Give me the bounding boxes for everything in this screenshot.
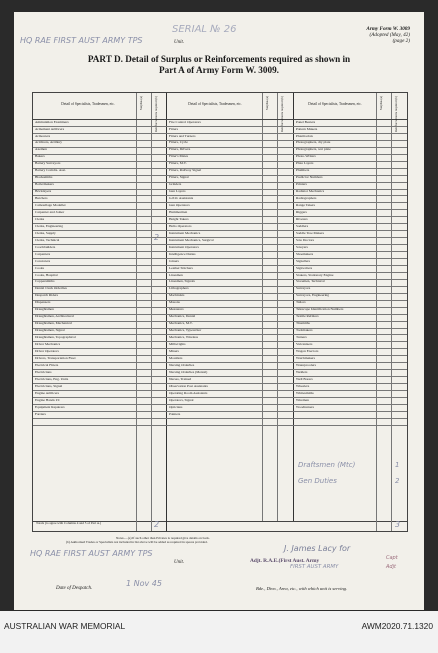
unit-label-top: Unit. <box>174 40 185 45</box>
col3-trade-cell: Radiator Mechanics <box>296 190 325 194</box>
bde-divn-label: Bde., Divn., Area, etc., with which unit is serving. <box>256 586 348 591</box>
date-handwriting: 1 Nov 45 <box>126 579 162 588</box>
col1-trade-cell: Ammunition Examiners <box>35 120 69 124</box>
col3-trade-cell: Surveyors, Engineering <box>296 294 330 298</box>
col2-trade-cell: Lithographers <box>169 287 189 291</box>
col1-trade-cell: Drivers, Transportation Fleet <box>35 356 76 360</box>
totals-left-handwriting: 2 <box>154 520 160 529</box>
form-reference <box>366 26 410 45</box>
col1-trade-cell: Carpenter and Joiner <box>35 210 65 214</box>
col1-trade-cell: Blacksmiths <box>35 176 53 180</box>
col2-trade-cell: Intelligence Duties <box>169 252 196 256</box>
col2-trade-cell: Height Takers <box>169 217 189 221</box>
col1-trade-cell: Engine Hands I/C <box>35 398 61 402</box>
col3-trade-cell: Tailors <box>296 301 306 305</box>
col3-header: Detail of Specialists, Tradesmen, etc. <box>308 102 362 106</box>
col1-trade-cell: Cooks, Hospital <box>35 273 58 277</box>
col1-trade-cell: Electricians, Signal <box>35 384 63 388</box>
col3-trade-cell: Wheelers <box>296 384 310 388</box>
col2-trade-cell: Nursing Orderlies <box>169 363 195 367</box>
col2-trade-cell: Opticians <box>169 405 183 409</box>
col2-header: Detail of Specialists, Tradesmen, etc. <box>188 102 242 106</box>
col3-trade-cell: Waterproofers <box>296 363 316 367</box>
col2-trade-cell: Masons <box>169 301 180 305</box>
form-ref-line2: (Adopted (May, 42) <box>369 32 410 39</box>
col3-trade-cell: Woodturners <box>296 405 314 409</box>
col2-trade-cell: Machinists <box>169 294 185 298</box>
col2-trade-cell: Hammermen <box>169 210 188 214</box>
stamp-side2-handwriting: Adjt <box>386 564 396 570</box>
col3-trade-cell: Panel Beaters <box>296 120 316 124</box>
col3-trade-cell: Vulcanisers <box>296 343 313 346</box>
col3-trade-cell: Telescope Identification Numbers <box>296 308 344 312</box>
col1-trade-cell: Cooks <box>35 266 44 270</box>
col2-trade-cell: Instrument Operators <box>169 245 199 249</box>
col1-trade-cell: Butchers <box>35 197 48 201</box>
col3-trade-cell: Signwriters <box>296 266 313 270</box>
col1-trade-cell: Draughtsmen, Topographical <box>35 336 76 340</box>
col2-trade-cell: Fitters, Signal <box>169 176 189 180</box>
col1-trade-cell: Dental Clerk Orderlies <box>35 287 67 291</box>
signature-handwriting: J. James Lacy for <box>284 544 351 553</box>
col1-trade-cell: Armament Artificers <box>35 127 65 131</box>
col2-trade-cell: Mechanics, Dental <box>169 315 196 319</box>
unit-label-bottom: Unit. <box>174 560 185 565</box>
col2-trade-cell: Grinders <box>169 183 182 187</box>
stamp-line2: FIRST AUST ARMY <box>290 564 339 570</box>
col3-trade-cell: Well Borers <box>296 377 313 381</box>
unit-handwriting-top: HQ RAE FIRST AUST ARMY TPS <box>20 36 143 45</box>
col2-trade-cell: Fire Control Operators <box>169 120 201 124</box>
col2-surplus-header: Surplus (a) <box>265 96 269 111</box>
col3-trade-cell: Turners <box>296 336 307 340</box>
col1-trade-cell: Boilermakers <box>35 183 54 187</box>
date-of-despatch-label: Date of Despatch. <box>56 586 93 591</box>
col3-trade-cell: Predictor Numbers <box>296 176 323 180</box>
row1-right-num-handwriting: 1 <box>395 461 400 469</box>
form-paper <box>14 12 424 610</box>
col3-trade-cell: Signallers <box>296 259 310 263</box>
col1-trade-cell: Camouflage Modeller <box>35 204 66 207</box>
col3-trade-cell: Textile Refitters <box>296 315 319 319</box>
col1-trade-cell: Carpenters <box>35 252 51 256</box>
col2-trade-cell: Operating Room Assistants <box>169 391 208 395</box>
col1-trade-cell: Clerks, Technical <box>35 238 60 242</box>
col2-trade-cell: Instrument Mechanics <box>169 231 201 235</box>
col1-trade-cell: Driver Mechanics <box>35 343 61 346</box>
col2-trade-cell: Instrument Mechanics, Surgical <box>169 238 214 242</box>
adjt-stamp <box>250 558 338 570</box>
stamp-side-handwriting: Capt <box>386 555 398 561</box>
col1-trade-cell: Draughtsmen, Mechanical <box>35 322 72 326</box>
col3-trade-cell: Watchmakers <box>296 356 315 360</box>
trades-table <box>32 92 408 522</box>
form-title <box>14 54 424 76</box>
col1-reinf-header: Reinforcements required (b) <box>154 96 158 133</box>
col3-reinf-header: Reinforcements required (b) <box>394 96 398 133</box>
col2-trade-cell: Mechanics, Wireless <box>169 336 198 340</box>
col3-trade-cell: Stokers, Stationary Engine <box>296 273 334 277</box>
col1-trade-cell: Electricians, Eng. Units <box>35 377 69 381</box>
col1-trade-cell: Engine Artificers <box>35 391 60 395</box>
col2-trade-cell: Linesmen, Signals <box>169 280 195 284</box>
col1-trade-cell: Despatch Riders <box>35 294 59 298</box>
col2-reinf-header: Reinforcements required (b) <box>280 96 284 133</box>
col2-trade-cell: Mechanics, M.T. <box>169 322 193 326</box>
col1-trade-cell: Coppersmiths <box>35 280 55 284</box>
caption-bar <box>0 611 438 653</box>
col2-trade-cell: Fitter's Mates <box>169 155 189 159</box>
col3-trade-cell: Photographers, dry plate <box>296 141 331 145</box>
col2-trade-cell: Fitters <box>169 127 178 131</box>
col1-trade-cell: Clerks, Supply <box>35 231 56 235</box>
col3-trade-cell: Riggers <box>296 210 307 214</box>
col3-trade-cell: Saddlers <box>296 224 309 228</box>
col1-trade-cell: Clerks <box>35 217 45 221</box>
col2-trade-cell: Mechanics, Typewriter <box>169 329 202 333</box>
col1-trade-cell: Battery Comdrs. Asst. <box>35 169 66 173</box>
col1-trade-cell: Axemen <box>35 148 47 152</box>
col2-trade-cell: Helio Operators <box>169 224 192 228</box>
title-line1: PART D. Detail of Surplus or Reinforcements required as shown in <box>87 54 351 64</box>
caption-left: AUSTRALIAN WAR MEMORIAL <box>4 621 126 631</box>
col2-trade-cell: Nurses, Trained <box>169 377 192 381</box>
col3-trade-cell: Storemen, Technical <box>296 280 325 284</box>
col2-trade-cell: Fitters, Cycle <box>169 141 188 145</box>
col2-trade-cell: Fitters, Drivers <box>169 148 191 152</box>
col3-trade-cell: Tinsmiths <box>296 322 310 326</box>
col2-trade-cell: Painters <box>169 412 181 416</box>
col1-trade-cell: Driver Operators <box>35 349 59 353</box>
col3-trade-cell: Plumbers <box>296 169 310 173</box>
col1-surplus-header: Surplus (a) <box>139 96 143 111</box>
title-line2: Part A of Army Form W. 3009. <box>159 65 279 75</box>
stamp-line1: Adjt. R.A.E.(First Aust. Army <box>250 558 320 564</box>
col1-trade-cell: Equipment Repairers <box>35 405 65 409</box>
col2-trade-cell: G.P.O. Assistants <box>169 197 194 201</box>
col3-trade-cell: Riveters <box>296 217 308 221</box>
note-line1: Notes.—(a) If such other than Privates is required give details on back. <box>116 536 210 540</box>
col3-trade-cell: Welders <box>296 370 308 374</box>
col2-trade-cell: Leather Stitchers <box>169 266 193 270</box>
col3-surplus-header: Surplus (a) <box>379 96 383 111</box>
col2-trade-cell: Gun Layers <box>169 190 186 194</box>
col3-trade-cell: Wagon Erectors <box>296 349 319 353</box>
totals-row <box>32 520 408 532</box>
col3-trade-cell: Wiremen <box>296 398 309 402</box>
col2-trade-cell: Linesmen <box>169 273 183 277</box>
col3-trade-cell: Photographers, wet plate <box>296 148 331 152</box>
form-ref-line3: (page 2) <box>392 38 410 45</box>
col3-trade-cell: Photo-Writers <box>296 155 316 159</box>
col3-trade-cell: Plate Layers <box>296 162 314 166</box>
col3-trade-cell: Pharmacists <box>296 134 313 138</box>
col2-trade-cell: Fitters and Turners <box>169 134 196 138</box>
row1-right-entry-handwriting: Draftsmen (Mtc) <box>298 461 356 469</box>
col2-trade-cell: Observation Post Assistants <box>169 384 208 388</box>
col2-trade-cell: Millwrights <box>169 343 186 346</box>
col1-trade-cell: Farriers <box>35 412 46 416</box>
col2-trade-cell: Joiners <box>169 259 179 263</box>
col1-trade-cell: Draughtsmen <box>35 308 54 312</box>
unit-handwriting-bottom: HQ RAE FIRST AUST ARMY TPS <box>30 549 153 558</box>
col3-trade-cell: Shoemakers <box>296 252 314 256</box>
col1-trade-cell: Concreters <box>35 259 51 263</box>
col2-trade-cell: Nursing Orderlies (Mental) <box>169 370 208 374</box>
col1-trade-cell: Bricklayers <box>35 190 52 194</box>
totals-label: Totals (to agree with Columns 4 and 5 of Part A.) <box>36 522 102 525</box>
serial-handwriting: SERIAL № 26 <box>172 24 237 35</box>
col2-trade-cell: Gun Operators <box>169 204 190 207</box>
col3-trade-cell: Toolmakers <box>296 329 313 333</box>
col2-trade-cell: Operators, Signal <box>169 398 194 402</box>
col2-trade-cell: Measurers <box>169 308 184 312</box>
col3-trade-cell: Printers <box>296 183 307 187</box>
caption-right: AWM2020.71.1320 <box>361 621 433 631</box>
col3-trade-cell: Radiographers <box>296 197 317 201</box>
row2-right-num-handwriting: 2 <box>395 477 400 485</box>
col1-trade-cell: Clerks, Engineering <box>35 224 63 228</box>
col1-trade-cell: Draughtsmen, Signal <box>35 329 65 333</box>
col1-trade-cell: Bakers <box>35 155 45 159</box>
note-line2: (b) Authorised Trades or Specialists not included in list above will be added as required in spaces provided. <box>66 540 208 544</box>
col1-trade-cell: Draughtsmen, Architectural <box>35 315 74 319</box>
col1-trade-cell: Electricians <box>35 370 52 374</box>
col1-trade-cell: Dispensers <box>35 301 51 305</box>
form-notes <box>66 536 210 544</box>
col2-trade-cell: Fitters, Railway Signal <box>169 169 202 173</box>
row2-right-entry-handwriting: Gen Duties <box>298 477 337 485</box>
col1-trade-cell: Battery Surveyors <box>35 162 61 166</box>
col3-trade-cell: Whitesmiths <box>296 391 314 395</box>
col3-trade-cell: Saw Doctors <box>296 238 314 242</box>
totals-right-handwriting: 3 <box>395 520 401 529</box>
clerks-count-handwriting: 2 <box>154 233 160 242</box>
col2-trade-cell: Miners <box>169 349 179 353</box>
form-ref-line1: Army Form W. 3009 <box>366 26 410 32</box>
col3-trade-cell: Surveyors <box>296 287 311 291</box>
col1-trade-cell: Artificers, Artillery <box>35 141 63 145</box>
col1-trade-cell: Armourers <box>35 134 51 138</box>
col1-trade-cell: Coachbuilders <box>35 245 56 249</box>
col3-trade-cell: Range Takers <box>296 204 316 207</box>
col3-trade-cell: Sawyers <box>296 245 308 249</box>
col2-trade-cell: Moulders <box>169 356 183 360</box>
col2-trade-cell: Fitters, M.V. <box>169 162 187 166</box>
col3-trade-cell: Pattern Makers <box>296 127 318 131</box>
col1-trade-cell: Electrical Fitters <box>35 363 59 367</box>
col1-header: Detail of Specialists, Tradesmen, etc. <box>61 102 115 106</box>
col3-trade-cell: Saddle Tree Makers <box>296 231 324 235</box>
